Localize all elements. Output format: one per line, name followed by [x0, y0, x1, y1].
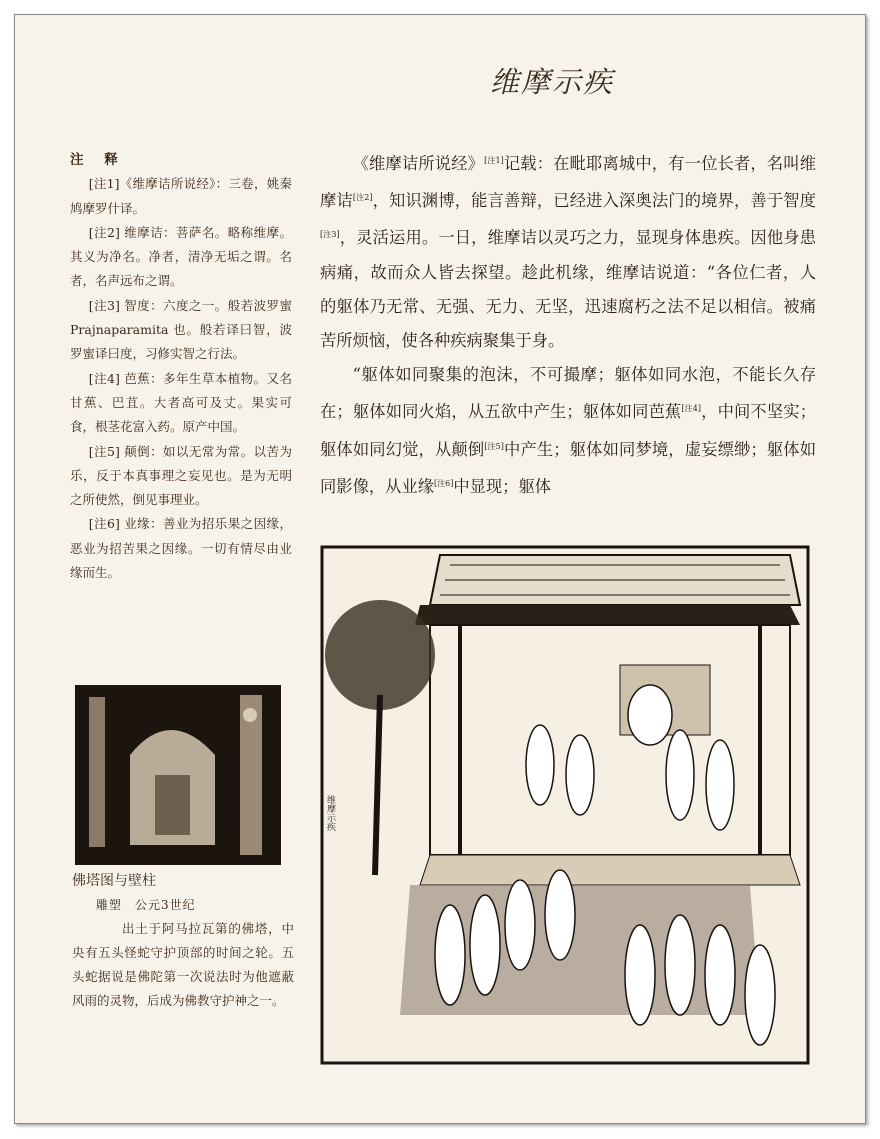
- note-2: [注2] 维摩诘：菩萨名。略称维摩。其义为净名。净者，清净无垢之谓。名者，名声远布之谓。: [70, 224, 292, 289]
- text: 中产生；躯体如同梦境，虚妄缥缈；躯体如同影像，从业缘: [320, 439, 816, 496]
- text: 中显现；躯体: [453, 476, 552, 496]
- woodcut-illustration: [320, 545, 810, 1065]
- footnote-ref: [注3]: [320, 230, 340, 240]
- figure-title: 佛塔图与壁柱: [72, 873, 156, 889]
- figure-subtitle: 雕塑 公元3世纪: [96, 898, 196, 912]
- notes-column: [70, 148, 292, 585]
- page-title: 维摩示疾: [490, 65, 615, 99]
- footnote-ref: [注1]: [484, 156, 504, 165]
- text: ，灵活运用。一日，维摩诘以灵巧之力，显现身体患疾。因他身患病痛，故而众人皆去探望。趁此机缘，维摩诘说道：“各位仁者，人的躯体乃无常、无强、无力、无坚，迅速腐朽之法不足以相信。被痛苦所烦恼，使各种疾病聚集于身。: [320, 228, 816, 351]
- text: ，中间不坚实；躯体如同幻觉，从颠倒: [320, 402, 816, 459]
- main-text: [320, 144, 816, 504]
- figure-caption: [72, 870, 294, 1013]
- footnote-ref: [注2]: [352, 193, 373, 203]
- footnote-ref: [注5]: [484, 441, 504, 451]
- text: 《维摩诘所说经》: [352, 154, 485, 173]
- note-1: [注1]《维摩诘所说经》：三卷，姚秦鸠摩罗什译。: [70, 176, 292, 216]
- stupa-relief-image: [75, 685, 281, 865]
- notes-heading: 注 释: [70, 152, 126, 168]
- note-5: [注5] 颠倒：如以无常为常。以苦为乐，反于本真事理之妄见也。是为无明之所使然，倒见事理业。: [70, 443, 292, 508]
- woodcut-inscription: 维摩示疾: [325, 795, 335, 831]
- text: ，知识渊博，能言善辩，已经进入深奥法门的境界，善于智度: [372, 191, 816, 211]
- paragraph-2: [320, 358, 816, 504]
- note-6: [注6] 业缘：善业为招乐果之因缘，恶业为招苦果之因缘。一切有情尽由业缘而生。: [70, 516, 292, 581]
- figure-description: 出土于阿马拉瓦第的佛塔，中央有五头怪蛇守护顶部的时间之轮。五头蛇据说是佛陀第一次说法时为他遮蔽风雨的灵物，后成为佛教守护神之一。: [72, 921, 294, 1008]
- paragraph-1: [320, 144, 816, 358]
- stupa-photo: [75, 685, 281, 865]
- note-4: [注4] 芭蕉：多年生草本植物。又名甘蕉、巴苴。大者高可及丈。果实可食，根茎花富入药。原产中国。: [70, 370, 292, 435]
- note-3: [注3] 智度：六度之一。般若波罗蜜 Prajnaparamita 也。般若译曰智，波罗蜜译曰度，习修实智之行法。: [70, 297, 292, 362]
- footnote-ref: [注6]: [433, 478, 454, 488]
- text: 记载：在毗耶离城中，有一位长者，名叫维摩诘: [320, 154, 816, 211]
- text: “躯体如同聚集的泡沫，不可撮摩；躯体如同水泡，不能长久存在；躯体如同火焰，从五欲中产生；躯体如同芭蕉: [320, 365, 816, 422]
- woodcut-scene: [320, 545, 810, 1065]
- footnote-ref: [注4]: [681, 404, 701, 414]
